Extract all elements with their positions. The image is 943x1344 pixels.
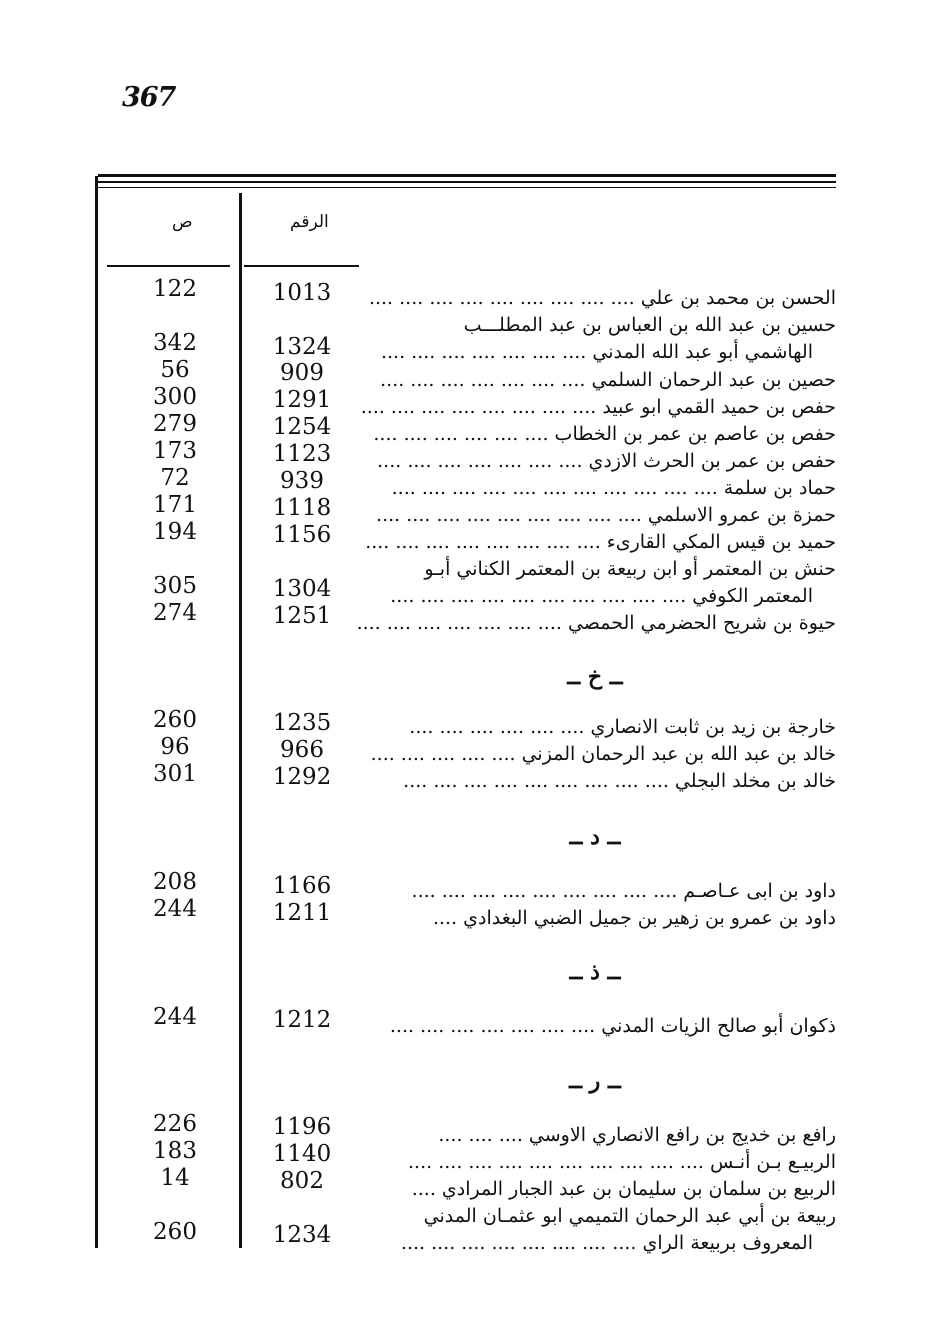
entry-text: داود بن عمرو بن زهير بن جميل الضبي البغدادي ....	[432, 907, 836, 929]
entry-text: خالد بن مخلد البجلي .... .... .... .... .... .... .... .... ....	[403, 770, 836, 792]
entry-text: رافع بن خديج بن رافع الانصاري الاوسي .... .... ....	[438, 1124, 836, 1146]
section-letter: ــ د ــ	[569, 824, 621, 850]
entry-number: 1235	[272, 710, 332, 736]
entry-page: 122	[153, 276, 197, 302]
entry-number: 1118	[272, 495, 332, 521]
entry-page: 260	[153, 1219, 197, 1245]
entry-page: 56	[160, 357, 190, 383]
entry-number: 1140	[272, 1141, 332, 1167]
entry-number: 1254	[272, 414, 332, 440]
top-rule	[98, 181, 836, 183]
entry-page: 194	[153, 519, 197, 545]
entry-text: حفص بن عمر بن الحرث الازدي .... .... .... .... .... .... ....	[377, 450, 836, 472]
entry-number: 939	[280, 468, 324, 494]
entry-text: حماد بن سلمة .... .... .... .... .... .... .... .... .... .... ....	[391, 477, 836, 499]
top-rule	[98, 174, 836, 177]
entry-page: 260	[153, 707, 197, 733]
entry-number: 1156	[272, 522, 332, 548]
entry-number: 1211	[272, 900, 332, 926]
entry-number: 1013	[272, 280, 332, 306]
entry-page: 226	[153, 1111, 197, 1137]
entry-number: 966	[280, 737, 324, 763]
entry-number: 1123	[272, 441, 332, 467]
entry-text: حنش بن المعتمر أو ابن ربيعة بن المعتمر الكناني أبـو	[424, 558, 836, 580]
entry-page: 274	[153, 600, 197, 626]
entry-page: 173	[153, 438, 197, 464]
page-column-header: ص	[172, 212, 193, 232]
entry-page: 72	[160, 465, 190, 491]
entry-number: 1234	[272, 1222, 332, 1248]
section-letter: ــ ر ــ	[569, 1068, 621, 1094]
entry-number: 1304	[272, 576, 332, 602]
section-letter: ــ ذ ــ	[569, 959, 621, 985]
entry-number: 1324	[272, 334, 332, 360]
entry-text: داود بن ابى عـاصـم .... .... .... .... .... .... .... .... ....	[411, 880, 836, 902]
entry-text: خارجة بن زيد بن ثابت الانصاري .... .... .... .... .... ....	[409, 716, 836, 738]
entry-text: ربيعة بن أبي عبد الرحمان التميمي ابو عثمـان المدني	[423, 1205, 836, 1227]
entry-page: 342	[153, 330, 197, 356]
entry-number: 1291	[272, 387, 332, 413]
entry-number: 909	[280, 360, 324, 386]
entry-text: حسين بن عبد الله بن العباس بن عبد المطلـــب	[463, 314, 836, 336]
entry-text: الهاشمي أبو عبد الله المدني .... .... .... .... .... .... ....	[380, 341, 813, 363]
entry-text: الربيـع بـن أنـس .... .... .... .... .... .... .... .... .... ....	[408, 1151, 836, 1173]
entry-page: 244	[153, 896, 197, 922]
top-rule	[98, 187, 836, 188]
entry-page: 301	[153, 761, 197, 787]
entry-page: 96	[160, 734, 190, 760]
entry-text: حيوة بن شريح الحضرمي الحمصي .... .... .... .... .... .... ....	[356, 612, 836, 634]
entry-text: خالد بن عبد الله بن عبد الرحمان المزني .... .... .... .... ....	[370, 743, 836, 765]
entry-text: حصين بن عبد الرحمان السلمي .... .... .... .... .... .... ....	[380, 369, 836, 391]
entry-number: 1292	[272, 764, 332, 790]
entry-number: 1212	[272, 1007, 332, 1033]
entry-text: الحسن بن محمد بن علي .... .... .... .... .... .... .... .... ....	[368, 287, 836, 309]
entry-page: 305	[153, 573, 197, 599]
entry-text: الربيع بن سلمان بن سليمان بن عبد الجبار المرادي ....	[411, 1178, 836, 1200]
column-divider	[239, 193, 242, 1248]
page-number: 367	[122, 82, 176, 113]
entry-page: 300	[153, 384, 197, 410]
entry-number: 1196	[272, 1114, 332, 1140]
entry-text: المعتمر الكوفي .... .... .... .... .... .... .... .... .... ....	[390, 585, 813, 607]
header-underline	[107, 265, 230, 267]
entry-number: 1166	[272, 873, 332, 899]
entry-page: 279	[153, 411, 197, 437]
entry-page: 171	[153, 492, 197, 518]
entry-page: 14	[160, 1165, 190, 1191]
entry-text: حميد بن قيس المكي القارىء .... .... .... .... .... .... .... ....	[365, 531, 836, 553]
number-column-header: الرقم	[290, 212, 329, 232]
section-letter: ــ خ ــ	[567, 664, 623, 690]
entry-number: 1251	[272, 603, 332, 629]
entry-page: 183	[153, 1138, 197, 1164]
column-divider	[95, 176, 98, 1248]
entry-text: حمزة بن عمرو الاسلمي .... .... .... .... .... .... .... .... ....	[376, 504, 836, 526]
entry-number: 802	[280, 1168, 324, 1194]
entry-text: ذكوان أبو صالح الزيات المدني .... .... .... .... .... .... ....	[389, 1015, 836, 1037]
entry-text: المعروف بربيعة الراي .... .... .... .... .... .... .... ....	[400, 1232, 813, 1254]
entry-text: حفص بن حميد القمي ابو عبيد .... .... .... .... .... .... .... ....	[360, 396, 836, 418]
entry-page: 208	[153, 869, 197, 895]
entry-text: حفص بن عاصم بن عمر بن الخطاب .... .... .... .... .... ....	[373, 423, 836, 445]
header-underline	[244, 265, 359, 267]
entry-page: 244	[153, 1004, 197, 1030]
